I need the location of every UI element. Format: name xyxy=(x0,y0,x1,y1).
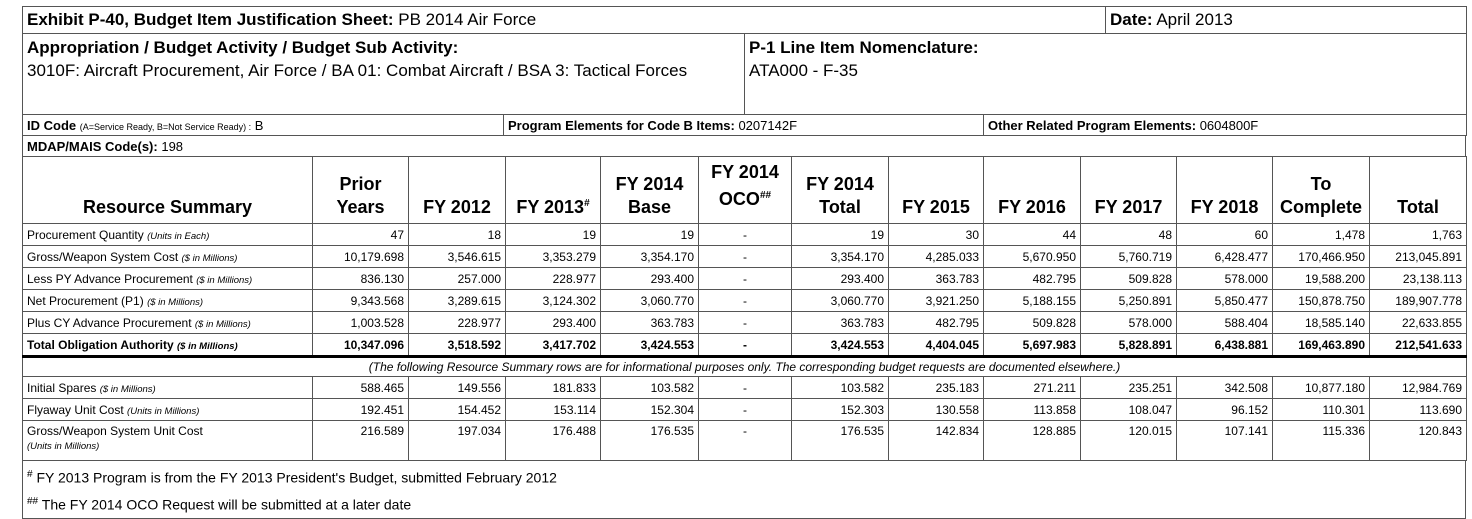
table-cell: 176.488 xyxy=(506,421,601,461)
col-resource-summary: Resource Summary xyxy=(23,157,313,224)
col-fy2014-oco-line1: FY 2014 xyxy=(711,162,779,182)
row-label-text: Flyaway Unit Cost xyxy=(27,402,124,417)
exhibit-cell xyxy=(23,7,1106,34)
table-cell: 19 xyxy=(506,224,601,246)
row-label-text: Gross/Weapon System Unit Cost xyxy=(27,424,203,438)
table-cell: 293.400 xyxy=(792,268,889,290)
table-cell: 12,984.769 xyxy=(1370,377,1467,399)
row-label xyxy=(23,290,313,312)
table-cell: 18 xyxy=(409,224,506,246)
appropriation-label: Appropriation / Budget Activity / Budget Sub Activity: xyxy=(27,38,459,57)
table-cell: - xyxy=(699,334,792,357)
col-fy2014-total xyxy=(792,157,889,224)
table-cell: 363.783 xyxy=(601,312,699,334)
table-cell: 5,828.891 xyxy=(1081,334,1177,357)
table-cell: 213,045.891 xyxy=(1370,246,1467,268)
table-cell: 120.015 xyxy=(1081,421,1177,461)
col-prior-years xyxy=(313,157,409,224)
table-cell: 113.858 xyxy=(984,399,1081,421)
table-cell: 228.977 xyxy=(409,312,506,334)
row-label-text: Net Procurement (P1) xyxy=(27,293,144,308)
table-cell: 588.404 xyxy=(1177,312,1273,334)
table-cell: 293.400 xyxy=(601,268,699,290)
footnote-2-text: The FY 2014 OCO Request will be submitted at a later date xyxy=(41,496,412,513)
row-label xyxy=(23,377,313,399)
table-cell: - xyxy=(699,399,792,421)
table-cell: 293.400 xyxy=(506,312,601,334)
table-cell: 4,404.045 xyxy=(889,334,984,357)
table-cell: 6,428.477 xyxy=(1177,246,1273,268)
table-cell: 19 xyxy=(601,224,699,246)
col-fy2014-total-line1: FY 2014 xyxy=(806,174,874,194)
table-cell: 152.304 xyxy=(601,399,699,421)
row-label xyxy=(23,246,313,268)
table-row xyxy=(23,399,1467,421)
table-cell: 150,878.750 xyxy=(1273,290,1370,312)
table-cell: 170,466.950 xyxy=(1273,246,1370,268)
table-cell: 216.589 xyxy=(313,421,409,461)
col-to-complete-line1: To xyxy=(1310,174,1332,194)
table-cell: 10,877.180 xyxy=(1273,377,1370,399)
col-fy2015: FY 2015 xyxy=(889,157,984,224)
table-cell: 588.465 xyxy=(313,377,409,399)
exhibit-label: Exhibit P-40, Budget Item Justification Sheet: xyxy=(27,10,394,29)
table-cell: 3,060.770 xyxy=(601,290,699,312)
table-cell: 1,763 xyxy=(1370,224,1467,246)
table-row xyxy=(23,246,1467,268)
col-fy2018: FY 2018 xyxy=(1177,157,1273,224)
exhibit-value: PB 2014 Air Force xyxy=(398,10,537,29)
table-cell: 578.000 xyxy=(1177,268,1273,290)
header-row-appropriation xyxy=(22,33,1467,115)
appropriation-cell xyxy=(23,34,745,115)
col-to-complete-line2: Complete xyxy=(1279,197,1362,217)
table-cell: 6,438.881 xyxy=(1177,334,1273,357)
table-cell: 235.183 xyxy=(889,377,984,399)
other-elements-label: Other Related Program Elements: xyxy=(988,117,1197,133)
col-fy2013-label: FY 2013 xyxy=(516,197,585,217)
table-cell: 44 xyxy=(984,224,1081,246)
table-row xyxy=(23,377,1467,399)
table-cell: 23,138.113 xyxy=(1370,268,1467,290)
program-elements-label: Program Elements for Code B Items: xyxy=(508,117,735,133)
table-cell: 96.152 xyxy=(1177,399,1273,421)
table-cell: 257.000 xyxy=(409,268,506,290)
table-row xyxy=(23,224,1467,246)
id-code-cell xyxy=(23,115,504,136)
table-cell: 142.834 xyxy=(889,421,984,461)
table-cell: 154.452 xyxy=(409,399,506,421)
col-fy2014-base xyxy=(601,157,699,224)
table-cell: 110.301 xyxy=(1273,399,1370,421)
table-cell: 836.130 xyxy=(313,268,409,290)
col-fy2013-footnote-mark: # xyxy=(584,198,590,209)
table-cell: 3,354.170 xyxy=(601,246,699,268)
table-cell: 1,478 xyxy=(1273,224,1370,246)
table-cell: 4,285.033 xyxy=(889,246,984,268)
table-cell: 5,760.719 xyxy=(1081,246,1177,268)
table-cell: - xyxy=(699,246,792,268)
col-fy2017: FY 2017 xyxy=(1081,157,1177,224)
table-cell: 3,546.615 xyxy=(409,246,506,268)
table-cell: 5,250.891 xyxy=(1081,290,1177,312)
table-cell: 22,633.855 xyxy=(1370,312,1467,334)
row-label xyxy=(23,268,313,290)
table-cell: 189,907.778 xyxy=(1370,290,1467,312)
row-unit: (Units in Millions) xyxy=(27,441,100,452)
row-label-text: Total Obligation Authority xyxy=(27,337,174,352)
footnote-1-text: FY 2013 Program is from the FY 2013 President's Budget, submitted February 2012 xyxy=(36,469,557,486)
row-label-text: Plus CY Advance Procurement xyxy=(27,315,192,330)
table-cell: 115.336 xyxy=(1273,421,1370,461)
row-label xyxy=(23,312,313,334)
table-cell: - xyxy=(699,268,792,290)
table-cell: 509.828 xyxy=(984,312,1081,334)
table-cell: 3,518.592 xyxy=(409,334,506,357)
table-cell: 5,188.155 xyxy=(984,290,1081,312)
other-elements-cell xyxy=(984,115,1467,136)
table-cell: - xyxy=(699,377,792,399)
table-cell: - xyxy=(699,224,792,246)
table-cell: 9,343.568 xyxy=(313,290,409,312)
table-cell: 19 xyxy=(792,224,889,246)
p1-value: ATA000 - F-35 xyxy=(749,61,858,80)
footnote-2-mark: ## xyxy=(27,495,39,507)
col-fy2013 xyxy=(506,157,601,224)
footnotes xyxy=(22,460,1466,519)
table-cell: 3,124.302 xyxy=(506,290,601,312)
row-unit: ($ in Millions) xyxy=(196,274,253,286)
col-total: Total xyxy=(1370,157,1467,224)
table-cell: 271.211 xyxy=(984,377,1081,399)
table-cell: 192.451 xyxy=(313,399,409,421)
row-label xyxy=(23,224,313,246)
col-fy2014-oco xyxy=(699,157,792,224)
mdap-value: 198 xyxy=(161,138,184,154)
table-cell: 3,424.553 xyxy=(792,334,889,357)
resource-rows xyxy=(23,224,1467,357)
table-row xyxy=(23,334,1467,357)
table-cell: 5,670.950 xyxy=(984,246,1081,268)
footnotes-cell xyxy=(23,461,1466,519)
table-cell: 19,588.200 xyxy=(1273,268,1370,290)
id-code-label: ID Code xyxy=(27,117,77,133)
table-cell: 108.047 xyxy=(1081,399,1177,421)
col-fy2014-total-line2: Total xyxy=(819,197,861,217)
table-cell: 47 xyxy=(313,224,409,246)
table-cell: 363.783 xyxy=(792,312,889,334)
id-code-value: B xyxy=(254,117,264,133)
table-cell: 130.558 xyxy=(889,399,984,421)
col-fy2014-base-line1: FY 2014 xyxy=(615,174,684,194)
row-unit: (Units in Millions) xyxy=(127,405,200,417)
table-cell: 113.690 xyxy=(1370,399,1467,421)
row-label-text: Procurement Quantity xyxy=(27,227,144,242)
footnote-2 xyxy=(27,490,1461,517)
program-elements-value: 0207142F xyxy=(738,117,798,133)
table-cell: 103.582 xyxy=(792,377,889,399)
table-row xyxy=(23,312,1467,334)
table-cell: 509.828 xyxy=(1081,268,1177,290)
table-cell: 3,417.702 xyxy=(506,334,601,357)
col-fy2014-base-line2: Base xyxy=(627,197,672,217)
other-elements-value: 0604800F xyxy=(1199,117,1259,133)
footnote-1 xyxy=(27,463,1461,490)
mdap-label: MDAP/MAIS Code(s): xyxy=(27,138,158,154)
col-fy2012: FY 2012 xyxy=(409,157,506,224)
table-cell: 176.535 xyxy=(792,421,889,461)
program-elements-cell xyxy=(504,115,984,136)
table-cell: - xyxy=(699,290,792,312)
table-cell: 60 xyxy=(1177,224,1273,246)
row-label xyxy=(23,399,313,421)
date-value: April 2013 xyxy=(1156,10,1233,29)
row-unit: ($ in Millions) xyxy=(177,340,238,352)
table-cell: 103.582 xyxy=(601,377,699,399)
table-cell: 48 xyxy=(1081,224,1177,246)
header-row-mdap xyxy=(22,135,1466,157)
col-fy2014-oco-line2: OCO xyxy=(718,189,760,209)
header-row-codes xyxy=(22,114,1467,136)
resource-summary-table xyxy=(22,156,1467,461)
table-cell: 3,424.553 xyxy=(601,334,699,357)
table-cell: 5,697.983 xyxy=(984,334,1081,357)
id-code-note: (A=Service Ready, B=Not Service Ready) : xyxy=(79,121,252,132)
date-cell xyxy=(1106,7,1467,34)
table-cell: 578.000 xyxy=(1081,312,1177,334)
row-unit: (Units in Each) xyxy=(147,230,210,242)
table-cell: 1,003.528 xyxy=(313,312,409,334)
informational-note: (The following Resource Summary rows are for informational purposes only. The corresponding budget requests are documented elsewhere.) xyxy=(23,357,1467,377)
table-cell: 30 xyxy=(889,224,984,246)
note-section xyxy=(23,357,1467,377)
row-unit: ($ in Millions) xyxy=(194,318,251,330)
table-cell: 3,289.615 xyxy=(409,290,506,312)
table-cell: 228.977 xyxy=(506,268,601,290)
table-cell: 212,541.633 xyxy=(1370,334,1467,357)
row-label xyxy=(23,334,313,357)
p40-sheet xyxy=(22,6,1466,519)
table-cell: 342.508 xyxy=(1177,377,1273,399)
p1-label: P-1 Line Item Nomenclature: xyxy=(749,38,979,57)
appropriation-value: 3010F: Aircraft Procurement, Air Force / BA 01: Combat Aircraft / BSA 3: Tactical Forces xyxy=(27,61,688,80)
table-cell: 363.783 xyxy=(889,268,984,290)
footnote-1-mark: # xyxy=(27,469,33,480)
col-fy2014-oco-footnote-mark: ## xyxy=(759,190,772,201)
table-cell: 176.535 xyxy=(601,421,699,461)
table-cell: - xyxy=(699,312,792,334)
row-label-text: Less PY Advance Procurement xyxy=(27,271,193,286)
table-cell: 181.833 xyxy=(506,377,601,399)
row-label-text: Gross/Weapon System Cost xyxy=(27,249,179,264)
table-row xyxy=(23,290,1467,312)
mdap-cell xyxy=(23,136,1466,157)
table-cell: 5,850.477 xyxy=(1177,290,1273,312)
table-cell: 152.303 xyxy=(792,399,889,421)
table-cell: 120.843 xyxy=(1370,421,1467,461)
table-cell: 3,921.250 xyxy=(889,290,984,312)
table-cell: 3,353.279 xyxy=(506,246,601,268)
table-cell: 153.114 xyxy=(506,399,601,421)
row-label-text: Initial Spares xyxy=(27,380,97,395)
date-label: Date: xyxy=(1110,10,1153,29)
col-prior-years-line2: Years xyxy=(336,197,385,217)
table-row xyxy=(23,421,1467,461)
informational-rows xyxy=(23,377,1467,461)
table-cell: 3,060.770 xyxy=(792,290,889,312)
table-row xyxy=(23,268,1467,290)
col-to-complete xyxy=(1273,157,1370,224)
row-label xyxy=(23,421,313,461)
row-unit: ($ in Millions) xyxy=(181,252,238,264)
table-cell: 149.556 xyxy=(409,377,506,399)
table-cell: 482.795 xyxy=(984,268,1081,290)
row-unit: ($ in Millions) xyxy=(147,296,204,308)
table-cell: 18,585.140 xyxy=(1273,312,1370,334)
table-cell: - xyxy=(699,421,792,461)
table-cell: 235.251 xyxy=(1081,377,1177,399)
p1-cell xyxy=(745,34,1467,115)
table-cell: 10,179.698 xyxy=(313,246,409,268)
table-cell: 169,463.890 xyxy=(1273,334,1370,357)
table-cell: 3,354.170 xyxy=(792,246,889,268)
table-cell: 10,347.096 xyxy=(313,334,409,357)
header-row-exhibit xyxy=(22,6,1467,34)
col-prior-years-line1: Prior xyxy=(339,174,382,194)
table-cell: 128.885 xyxy=(984,421,1081,461)
table-cell: 107.141 xyxy=(1177,421,1273,461)
table-cell: 482.795 xyxy=(889,312,984,334)
table-cell: 197.034 xyxy=(409,421,506,461)
col-fy2016: FY 2016 xyxy=(984,157,1081,224)
row-unit: ($ in Millions) xyxy=(99,383,156,395)
